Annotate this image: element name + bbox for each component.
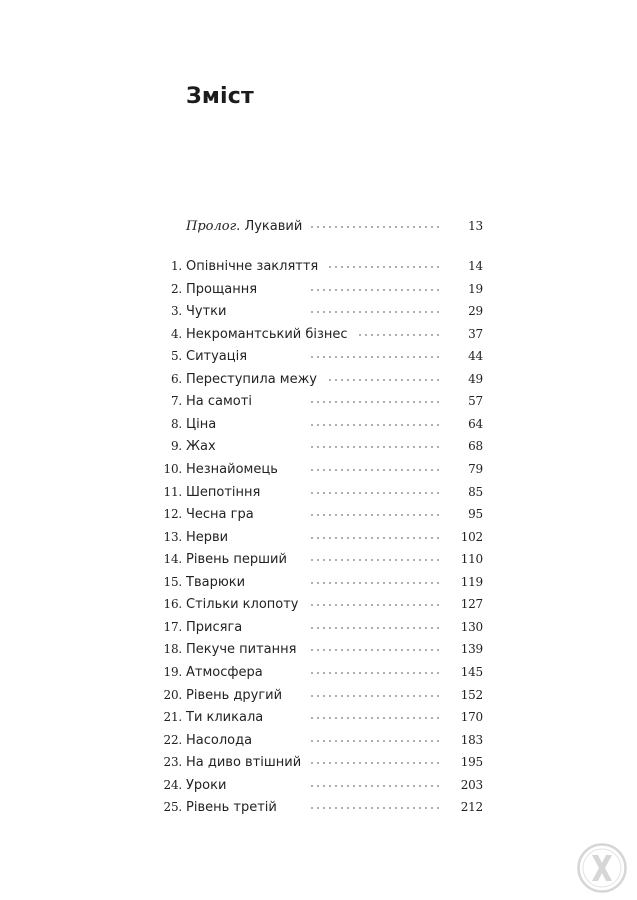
toc-chapter-title: Некромантський бізнес	[186, 326, 348, 342]
toc-page-number: 68	[468, 439, 483, 454]
toc-entry	[150, 665, 483, 687]
toc-entry	[150, 394, 483, 416]
toc-dot-leader	[311, 440, 441, 454]
toc-chapter-number: 20.	[163, 687, 182, 702]
toc-chapter-title: Ситуація	[186, 349, 248, 365]
toc-chapter-number: 13.	[163, 529, 182, 544]
toc-chapter-title: Незнайомець	[186, 462, 278, 477]
toc-chapter-number: 23.	[163, 755, 182, 770]
toc-dot-leader	[311, 576, 441, 590]
toc-entry	[150, 485, 483, 507]
toc-entry	[150, 620, 483, 642]
toc-chapter-number: 19.	[163, 664, 182, 679]
toc-prologue-title	[186, 219, 302, 234]
page-title: Зміст	[186, 84, 254, 109]
x-logo-icon	[576, 842, 628, 894]
toc-chapter-title: Атмосфера	[186, 664, 263, 680]
toc-entry	[150, 282, 483, 304]
toc-dot-leader	[311, 553, 441, 567]
toc-chapter-number: 10.	[163, 462, 182, 476]
toc-dot-leader	[311, 621, 441, 635]
toc-page-number: 102	[460, 529, 483, 544]
toc-chapter-title: Чутки	[186, 304, 227, 320]
toc-chapter-title: Опівнічне закляття	[186, 259, 319, 274]
toc-page-number: 44	[468, 349, 483, 364]
toc-dot-leader	[311, 756, 441, 770]
toc-chapter-title: Ти кликала	[186, 710, 264, 725]
toc-page-number: 79	[468, 462, 483, 476]
toc-page-number: 195	[460, 755, 483, 770]
toc-page-number: 13	[468, 219, 483, 233]
toc-chapter-number: 1.	[170, 259, 182, 273]
toc-chapter-number: 12.	[163, 507, 182, 522]
toc-page-number: 19	[468, 281, 483, 296]
toc-dot-leader	[311, 283, 441, 297]
toc-chapter-number: 5.	[170, 349, 182, 364]
toc-chapter-number: 15.	[163, 574, 182, 589]
toc-chapter-number: 8.	[170, 416, 182, 431]
toc-dot-leader	[311, 220, 441, 234]
toc-chapter-number: 22.	[163, 732, 182, 747]
toc-page-number: 37	[468, 326, 483, 341]
toc-entry	[150, 755, 483, 777]
toc-chapter-title: Ціна	[186, 416, 217, 432]
toc-page-number: 49	[468, 371, 483, 386]
toc-dot-leader	[311, 598, 441, 612]
toc-chapter-number: 3.	[170, 304, 182, 319]
toc-page-number: 152	[460, 687, 483, 702]
toc-chapter-number: 24.	[163, 777, 182, 792]
toc-chapter-title: Рівень другий	[186, 687, 283, 703]
toc-dot-leader	[311, 463, 441, 477]
toc-dot-leader	[311, 486, 441, 500]
toc-chapter-title: Нерви	[186, 529, 229, 545]
toc-entry	[150, 642, 483, 664]
toc-entry	[150, 417, 483, 439]
toc-chapter-title: Насолода	[186, 732, 253, 748]
toc-dot-leader	[311, 350, 441, 364]
toc-page-number: 64	[468, 416, 483, 431]
toc-chapter-number: 9.	[170, 439, 182, 454]
toc-dot-leader	[311, 395, 441, 409]
toc-chapter-title: Жах	[186, 439, 216, 455]
toc-dot-leader	[311, 531, 441, 545]
toc-chapter-number: 16.	[163, 597, 182, 612]
toc-page-number: 145	[460, 664, 483, 679]
toc-entry	[150, 778, 483, 800]
toc-page-number: 95	[468, 507, 483, 522]
toc-chapter-number: 18.	[163, 642, 182, 657]
toc-dot-leader	[311, 801, 441, 815]
toc-page-number: 130	[460, 619, 483, 634]
toc-page-number: 203	[460, 777, 483, 792]
toc-chapter-number: 11.	[163, 484, 182, 499]
toc-chapter-title: На самоті	[186, 394, 252, 410]
toc-chapter-number: 2.	[170, 281, 182, 296]
toc-chapter-number: 17.	[163, 619, 182, 634]
toc-entry	[150, 259, 483, 281]
toc-chapter-title: Уроки	[186, 777, 227, 793]
toc-entry	[150, 439, 483, 461]
toc-chapter-title: Тварюки	[186, 574, 246, 590]
toc-page-number: 183	[460, 732, 483, 747]
toc-page-number: 170	[460, 710, 483, 724]
toc-dot-leader	[356, 328, 441, 342]
toc-page-number: 139	[460, 642, 483, 657]
toc-chapter-title: Присяга	[186, 619, 243, 635]
toc-entry	[150, 507, 483, 529]
toc-entry	[150, 530, 483, 552]
toc-dot-leader	[311, 711, 441, 725]
toc-dot-leader	[311, 689, 441, 703]
toc-page-number: 14	[468, 259, 483, 273]
toc-chapter-title: Пекуче питання	[186, 642, 297, 658]
toc-entry	[150, 462, 483, 484]
toc-chapter-number: 6.	[170, 371, 182, 386]
toc-dot-leader	[326, 260, 441, 274]
toc-prologue-label-italic: Пролог.	[186, 219, 241, 234]
toc-dot-leader	[311, 734, 441, 748]
toc-entry	[150, 597, 483, 619]
toc-chapter-title: На диво втішний	[186, 755, 302, 771]
toc-dot-leader	[311, 305, 441, 319]
toc-chapter-number: 14.	[163, 552, 182, 567]
toc-dot-leader	[311, 643, 441, 657]
toc-chapter-number: 25.	[163, 800, 182, 815]
toc-prologue-label: Лукавий	[244, 219, 303, 234]
toc-page-number: 212	[460, 800, 483, 815]
toc-dot-leader	[311, 508, 441, 522]
toc-page-number: 127	[460, 597, 483, 612]
toc-chapter-number: 4.	[170, 326, 182, 341]
toc-chapter-title: Прощання	[186, 281, 258, 297]
toc-chapter-number: 21.	[163, 710, 182, 724]
toc-entry	[150, 710, 483, 732]
toc-entry	[150, 575, 483, 597]
toc-page-number: 119	[460, 574, 483, 589]
toc-chapter-title: Рівень третій	[186, 800, 277, 816]
toc-dot-leader	[311, 666, 441, 680]
toc-chapter-title: Шепотіння	[186, 484, 261, 500]
toc-entry	[150, 800, 483, 822]
toc-chapter-number: 7.	[170, 394, 182, 409]
toc-page-number: 110	[460, 552, 483, 567]
toc-entry	[150, 372, 483, 394]
toc-page-number: 57	[468, 394, 483, 409]
toc-entry	[150, 688, 483, 710]
toc-prologue	[150, 219, 483, 241]
toc-entry	[150, 349, 483, 371]
toc-page-number: 29	[468, 304, 483, 319]
toc-entry	[150, 304, 483, 326]
toc-page-number: 85	[468, 484, 483, 499]
toc-chapter-title: Стільки клопоту	[186, 597, 299, 613]
toc-entry	[150, 327, 483, 349]
toc-chapter-title: Чесна гра	[186, 507, 254, 523]
toc-entry	[150, 733, 483, 755]
toc-chapter-title: Рівень перший	[186, 552, 287, 568]
toc-dot-leader	[311, 418, 441, 432]
toc-chapter-title: Переступила межу	[186, 371, 318, 387]
toc-dot-leader	[311, 779, 441, 793]
toc-dot-leader	[325, 373, 441, 387]
toc-entry	[150, 552, 483, 574]
